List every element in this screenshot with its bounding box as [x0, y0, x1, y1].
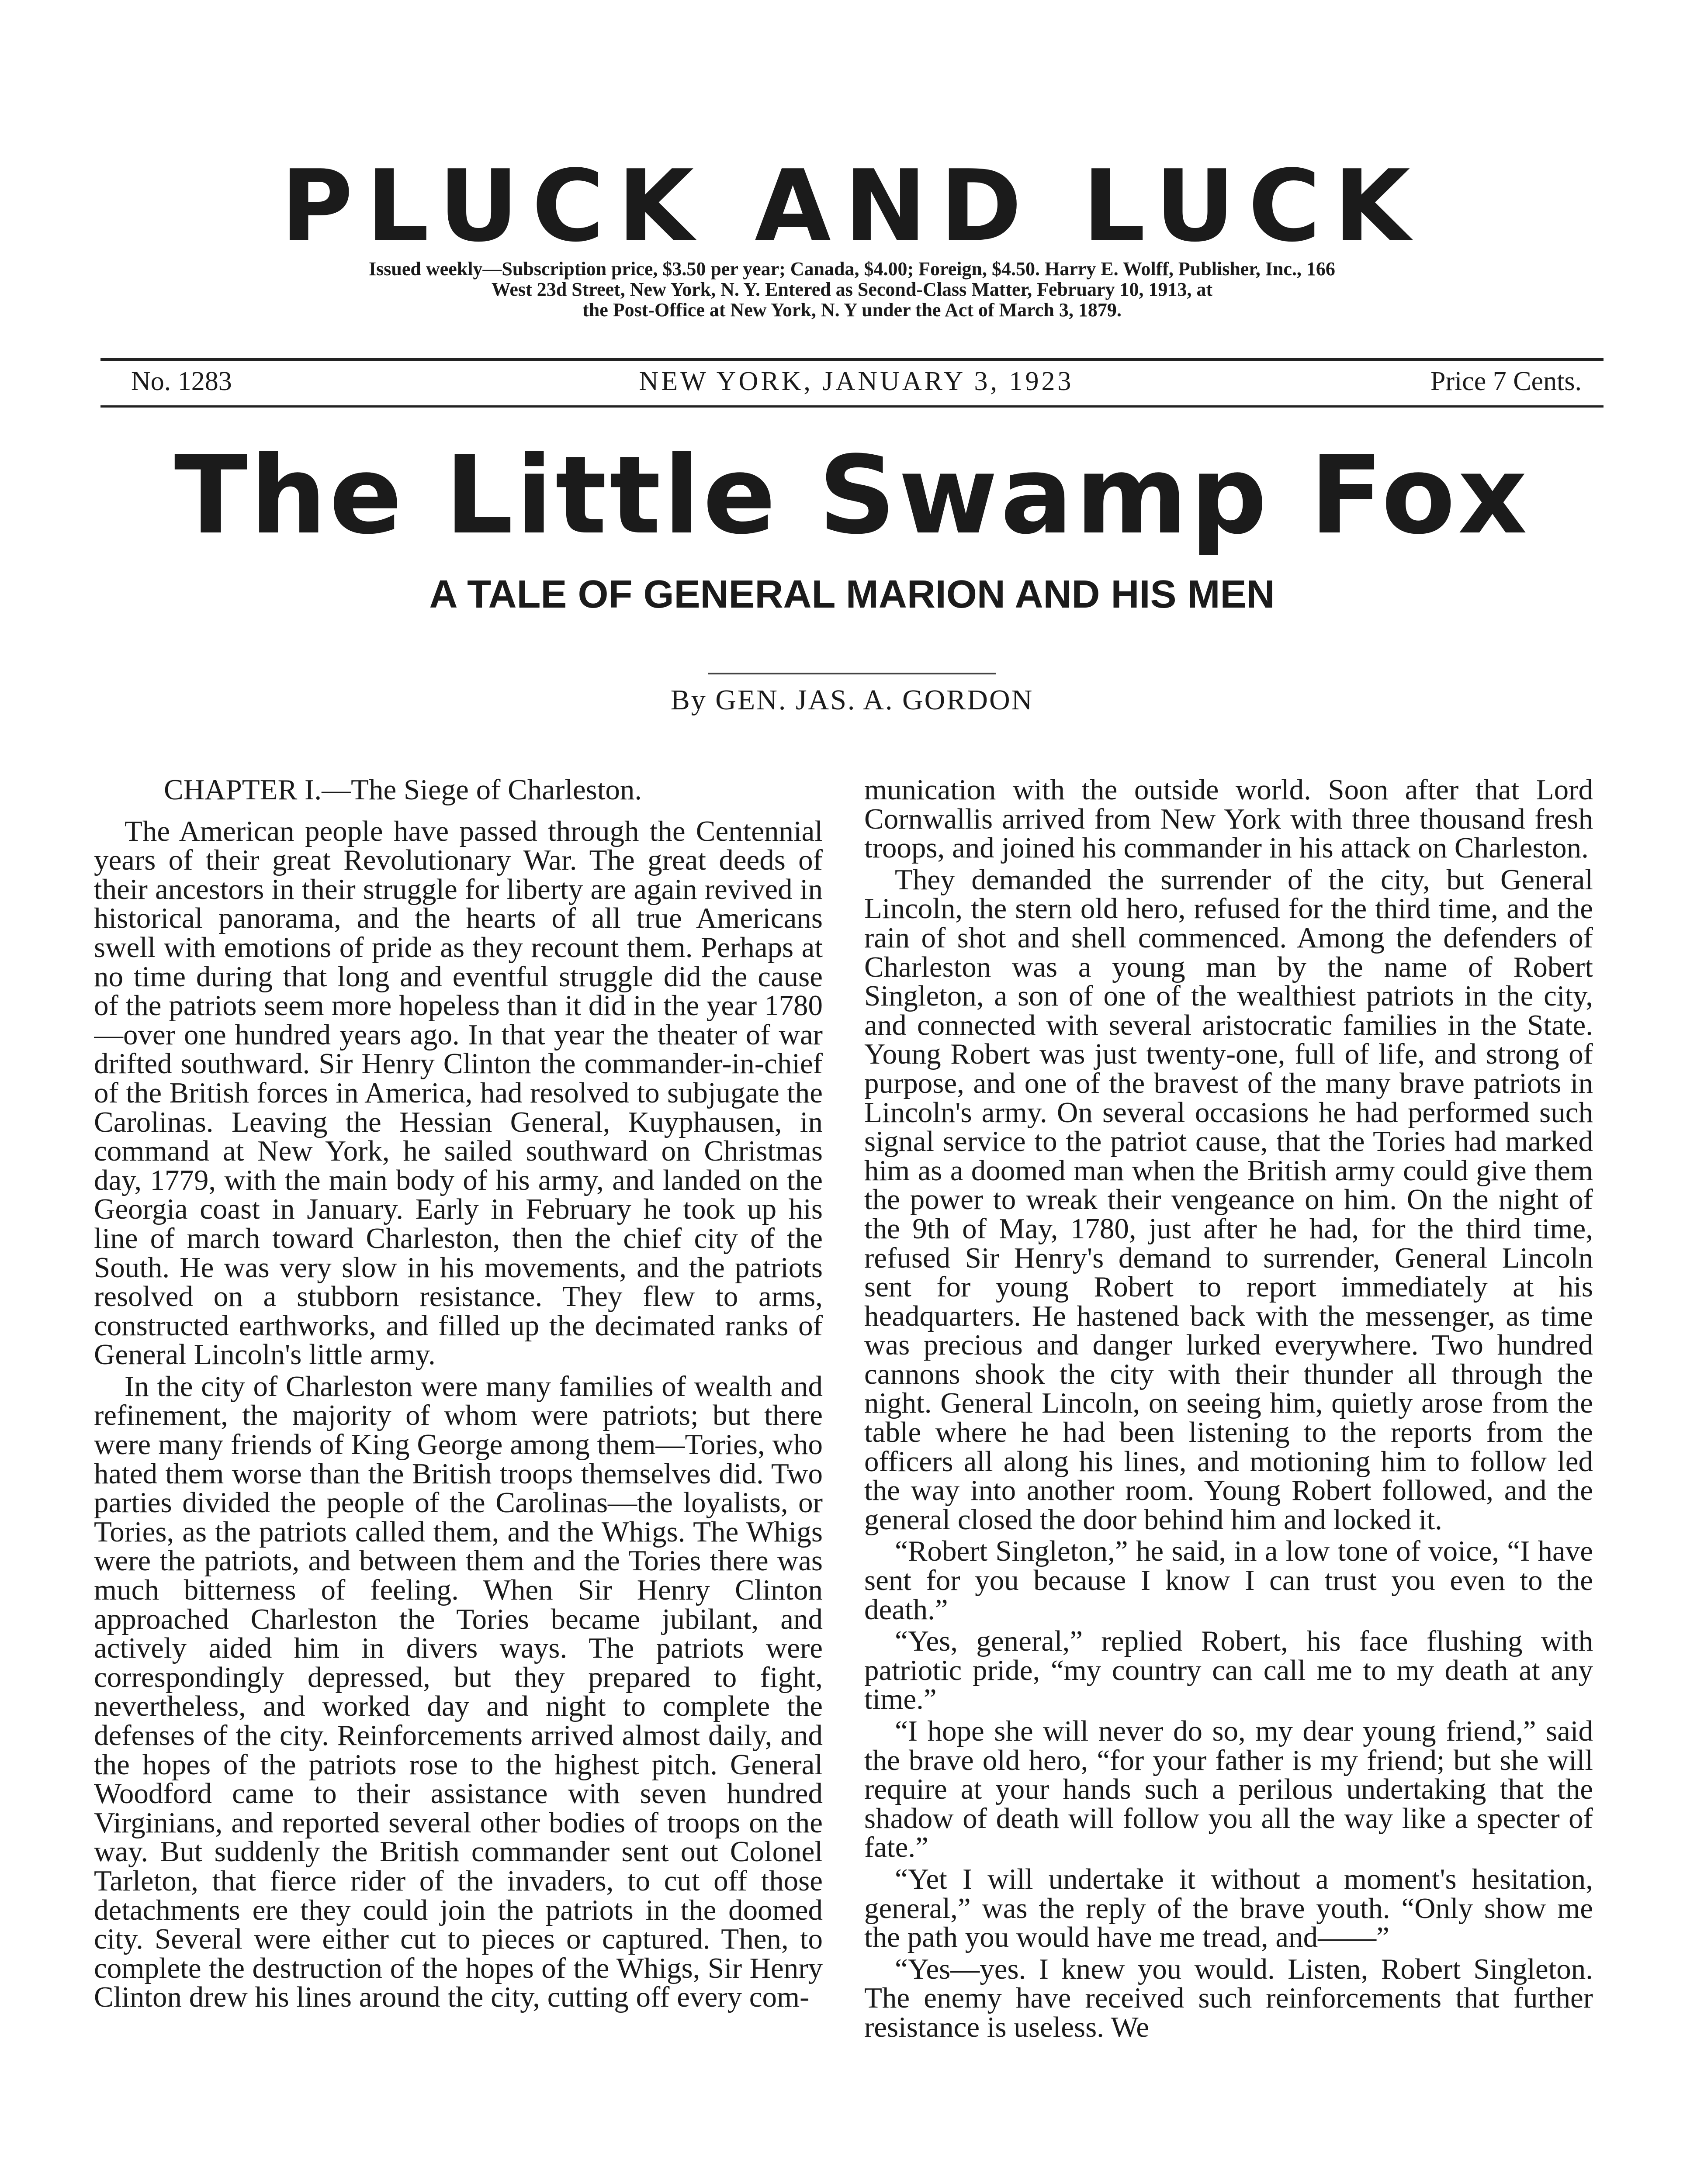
issue-price: Price 7 Cents.	[1430, 366, 1582, 396]
chapter-heading: CHAPTER I.—The Siege of Charleston.	[164, 775, 642, 806]
paragraph: The American people have passed through the Centennial years of their great Revolutionary War. The great deeds of their ancestors in their struggle for liberty are again revived in historical panorama, and the hearts of all true Americans swell with emotions of pride as they recount them. Perhaps at no time during that long and eventful struggle did the cause of the patriots seem more hopeless than it did in the year 1780—over one hundred years ago. In that year the theater of war drifted southward. Sir Henry Clinton the commander-in-chief of the British forces in America, had resolved to subjugate the Carolinas. Leaving the Hessian General, Kuyphausen, in command at New York, he sailed southward on Christmas day, 1779, with the main body of his army, and landed on the Georgia coast in January. Early in February he took up his line of march toward Charleston, then the chief city of the South. He was very slow in his movements, and the patriots resolved on a stubborn resistance. They flew to arms, constructed earthworks, and filled up the decimated ranks of General Lincoln's little army.	[94, 815, 823, 1371]
paragraph: “Robert Singleton,” he said, in a low tone of voice, “I have sent for you because I know I can trust you even to the death.”	[864, 1535, 1593, 1626]
paragraph: “I hope she will never do so, my dear young friend,” said the brave old hero, “for your father is my friend; but she will require at your hands such a perilous undertaking that the shadow of death will follow you all the way like a specter of fate.”	[864, 1715, 1593, 1864]
publication-notice	[87, 259, 1617, 320]
issue-number: No. 1283	[131, 366, 232, 396]
dateline-bottom-rule	[100, 405, 1604, 408]
dateline	[131, 366, 1582, 401]
story-subtitle: A TALE OF GENERAL MARION AND HIS MEN	[429, 573, 1275, 616]
publication-notice-line: West 23d Street, New York, N. Y. Entered as Second-Class Matter, February 10, 1913, at	[491, 279, 1213, 300]
paragraph: “Yes—yes. I knew you would. Listen, Robert Singleton. The enemy have received such reinforcements that further resistance is useless. We	[864, 1952, 1593, 2043]
story-title: The Little Swamp Fox	[174, 433, 1530, 558]
paragraph: “Yet I will undertake it without a moment's hesitation, general,” was the reply of the brave youth. “Only show me the path you would have me tread, and——”	[864, 1863, 1593, 1954]
text-column-right	[864, 775, 1593, 2184]
issue-date: NEW YORK, JANUARY 3, 1923	[639, 366, 1074, 396]
publication-notice-line: the Post-Office at New York, N. Y under the Act of March 3, 1879.	[582, 299, 1122, 321]
byline-divider	[708, 673, 996, 674]
story-byline: By GEN. JAS. A. GORDON	[670, 684, 1034, 716]
masthead-title: PLUCK AND LUCK	[281, 149, 1423, 264]
paragraph: “Yes, general,” replied Robert, his face flushing with patriotic pride, “my country can call me to my death at any time.”	[864, 1625, 1593, 1716]
paragraph: They demanded the surrender of the city, but General Lincoln, the stern old hero, refused for the third time, and the rain of shot and shell commenced. Among the defenders of Charleston was a young man by the name of Robert Singleton, a son of one of the wealthiest patriots in the city, and connected with several aristocratic families in the State. Young Robert was just twenty-one, full of life, and strong of purpose, and one of the bravest of the many brave patriots in Lincoln's army. On several occasions he had performed such signal service to the patriot cause, that the Tories had marked him as a doomed man when the British army could give them the power to wreak their vengeance on him. On the night of the 9th of May, 1780, just after he had, for the third time, refused Sir Henry's demand to surrender, General Lincoln sent for young Robert to report immediately at his headquarters. He hastened back with the messenger, as time was precious and danger lurked everywhere. Two hundred cannons shook the city with their thunder all through the night. General Lincoln, on seeing him, quietly arose from the table where he had been listening to the reports from the officers all along his lines, and motioning him to follow led the way into another room. Young Robert followed, and the general closed the door behind him and locked it.	[864, 863, 1593, 1536]
dateline-top-rule	[100, 358, 1604, 361]
text-column-left	[94, 775, 823, 2184]
publication-notice-line: Issued weekly—Subscription price, $3.50 per year; Canada, $4.00; Foreign, $4.50. Harry E. Wolff, Publisher, Inc., 166	[369, 258, 1335, 280]
paragraph: munication with the outside world. Soon after that Lord Cornwallis arrived from New York with three thousand fresh troops, and joined his commander in his attack on Charleston.	[864, 775, 1593, 864]
paragraph: In the city of Charleston were many families of wealth and refinement, the majority of whom were patriots; but there were many friends of King George among them—Tories, who hated them worse than the British troops themselves did. Two parties divided the people of the Carolinas—the loyalists, or Tories, as the patriots called them, and the Whigs. The Whigs were the patriots, and between them and the Tories there was much bitterness of feeling. When Sir Henry Clinton approached Charleston the Tories became jubilant, and actively aided him in divers ways. The patriots were correspondingly depressed, but they prepared to fight, nevertheless, and worked day and night to complete the defenses of the city. Reinforcements arrived almost daily, and the hopes of the patriots rose to the highest pitch. General Woodford came to their assistance with seven hundred Virginians, and reported several other bodies of troops on the way. But suddenly the British commander sent out Colonel Tarleton, that fierce rider of the invaders, to cut off those detachments ere they could join the patriots in the doomed city. Several were either cut to pieces or captured. Then, to complete the destruction of the hopes of the Whigs, Sir Henry Clinton drew his lines around the city, cutting off every com-	[94, 1370, 823, 2014]
